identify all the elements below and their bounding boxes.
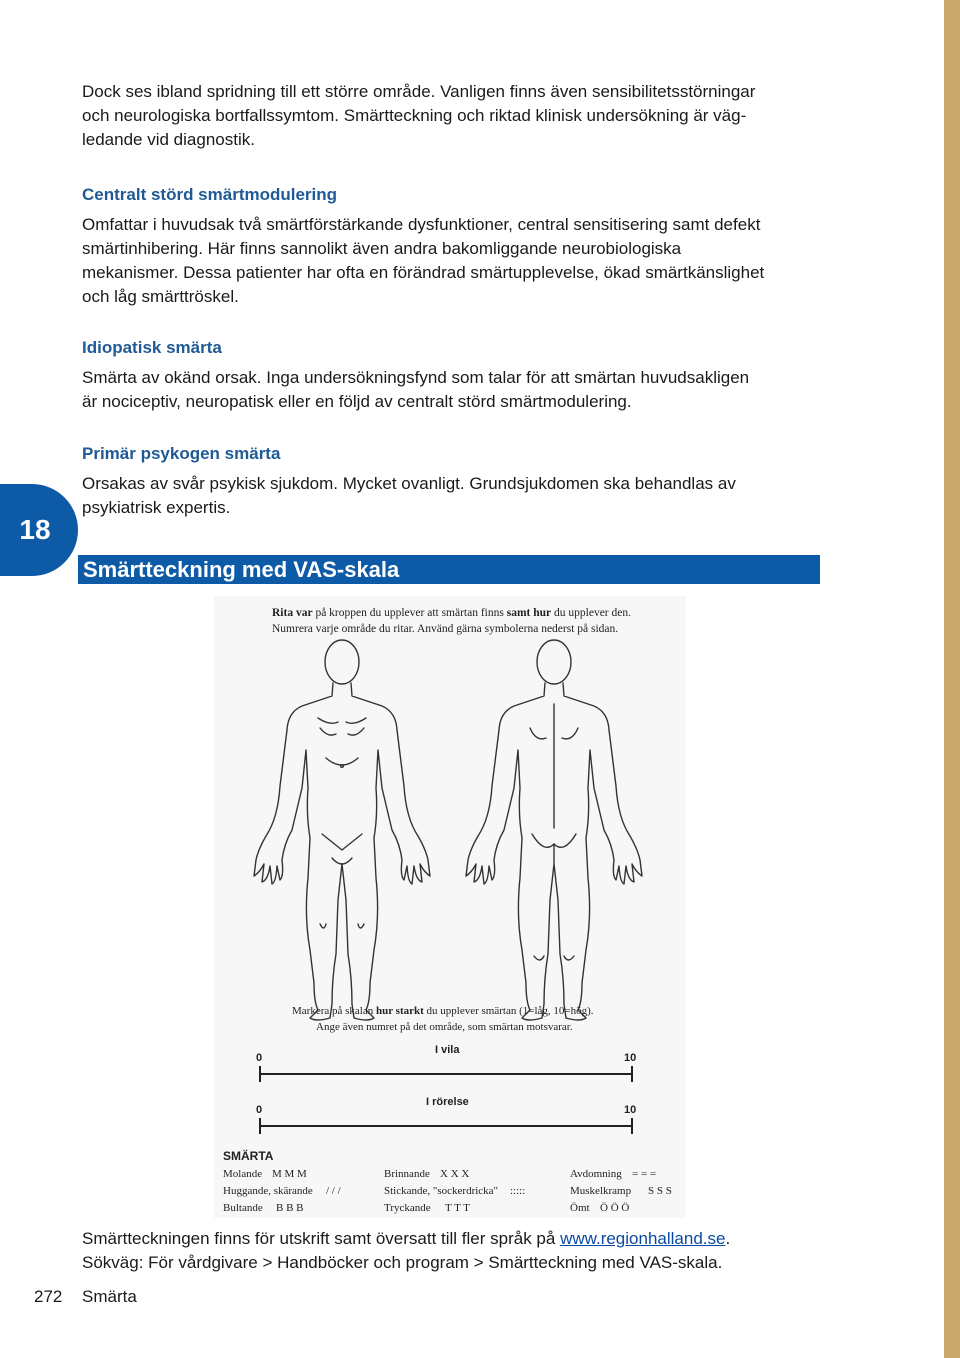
legend-symbol-molande: M M M: [272, 1168, 307, 1180]
section-title: Smärtteckning med VAS-skala: [78, 555, 820, 584]
figure-instruction: [272, 605, 631, 637]
instruction-bold-how: samt hur: [506, 607, 552, 619]
legend-title: SMÄRTA: [223, 1149, 274, 1163]
scale-instruction-bold: hur starkt: [376, 1005, 424, 1017]
chapter-tab: 18: [0, 484, 78, 576]
intro-line-2: och neurologiska bortfallssymtom. Smärtteckning och riktad klinisk undersökning är väg-: [82, 106, 747, 125]
pain-drawing-figure: [214, 596, 686, 1218]
idiopatisk-line-2: är nociceptiv, neuropatisk eller en följd av centralt störd smärtmodulering.: [82, 392, 632, 411]
legend-item-omt: Ömt: [570, 1202, 590, 1214]
intro-line-1: Dock ses ibland spridning till ett större område. Vanligen finns även sensibilitetsstörningar: [82, 82, 756, 101]
scale-motion-line: [214, 1116, 686, 1136]
legend-item-tryckande: Tryckande: [384, 1202, 431, 1214]
instruction-text-2: du upplever den.: [551, 607, 631, 619]
instruction-line-2: Numrera varje område du ritar. Använd gärna symbolerna nederst på sidan.: [272, 623, 619, 635]
scale-instruction-text-2: du upplever smärtan (1=låg, 10=hög).: [423, 1005, 594, 1017]
intro-line-3: ledande vid diagnostik.: [82, 130, 255, 149]
instruction-bold-where: Rita var: [272, 607, 313, 619]
scale-rest-max: 10: [624, 1052, 637, 1064]
scale-motion-label: I rörelse: [426, 1096, 469, 1108]
download-note: [82, 1227, 842, 1275]
legend-symbol-omt: Ö Ö Ö: [600, 1202, 630, 1214]
legend-item-bultande: Bultande: [223, 1202, 263, 1214]
legend-item-brinnande: Brinnande: [384, 1168, 430, 1180]
scale-rest-min: 0: [256, 1052, 263, 1064]
footer-chapter: Smärta: [82, 1287, 137, 1306]
psykogen-line-1: Orsakas av svår psykisk sjukdom. Mycket ovanligt. Grundsjukdomen ska behandlas av: [82, 474, 736, 493]
instruction-text-1: på kroppen du upplever att smärtan finns: [312, 607, 507, 619]
note-path: Sökväg: För vårdgivare > Handböcker och program > Smärtteckning med VAS-skala.: [82, 1253, 723, 1272]
psykogen-line-2: psykiatrisk expertis.: [82, 498, 231, 517]
legend-symbol-tryckande: T T T: [445, 1202, 470, 1214]
idiopatisk-line-1: Smärta av okänd orsak. Inga undersökningsfynd som talar för att smärtan huvudsakligen: [82, 368, 750, 387]
legend-item-huggande: Huggande, skärande: [223, 1185, 313, 1197]
note-period: .: [725, 1229, 731, 1248]
body-outlines: [214, 638, 686, 1038]
front-body-outline: [254, 640, 430, 1020]
legend-item-avdomning: Avdomning: [570, 1168, 622, 1180]
scale-instruction-text-1: Markera på skalan: [292, 1005, 376, 1017]
scale-instruction: [292, 1003, 594, 1035]
idiopatisk-paragraph: [82, 366, 827, 414]
scale-rest-line: [214, 1064, 686, 1084]
central-line-3: mekanismer. Dessa patienter har ofta en förändrad smärtupplevelse, ökad smärtkänslighet: [82, 263, 765, 282]
legend-symbol-bultande: B B B: [276, 1202, 304, 1214]
psykogen-paragraph: [82, 472, 827, 520]
psykogen-heading: Primär psykogen smärta: [82, 444, 281, 463]
central-line-2: smärtinhibering. Här finns sannolikt även andra bakomliggande neurobiologiska: [82, 239, 682, 258]
central-line-1: Omfattar i huvudsak två smärtförstärkande dysfunktioner, central sensitisering samt defekt: [82, 215, 761, 234]
page-number: 272: [34, 1287, 63, 1306]
note-text: Smärtteckningen finns för utskrift samt översatt till fler språk på: [82, 1229, 561, 1248]
legend-item-muskelkramp: Muskelkramp: [570, 1185, 632, 1197]
legend-symbol-muskelkramp: S S S: [648, 1185, 672, 1197]
intro-paragraph: [82, 80, 827, 152]
legend-item-stickande: Stickande, "sockerdricka": [384, 1185, 499, 1197]
legend-item-molande: Molande: [223, 1168, 263, 1180]
scale-motion-max: 10: [624, 1104, 637, 1116]
idiopatisk-heading: Idiopatisk smärta: [82, 338, 222, 357]
regionhalland-link[interactable]: www.regionhalland.se: [560, 1229, 726, 1248]
scale-rest-label: I vila: [435, 1044, 460, 1056]
legend-symbol-brinnande: X X X: [440, 1168, 470, 1180]
scale-motion-min: 0: [256, 1104, 263, 1116]
back-body-outline: [466, 640, 642, 1020]
legend-symbol-avdomning: = = =: [632, 1168, 657, 1180]
central-heading: Centralt störd smärtmodulering: [82, 185, 338, 204]
page-edge-strip: [944, 0, 960, 1358]
central-paragraph: [82, 213, 827, 309]
central-line-4: och låg smärttröskel.: [82, 287, 239, 306]
legend-symbol-huggande: / / /: [326, 1185, 341, 1197]
scale-instruction-line-2: Ange även numret på det område, som smärtan motsvarar.: [316, 1021, 573, 1033]
legend-symbol-stickande: :::::: [510, 1185, 526, 1197]
